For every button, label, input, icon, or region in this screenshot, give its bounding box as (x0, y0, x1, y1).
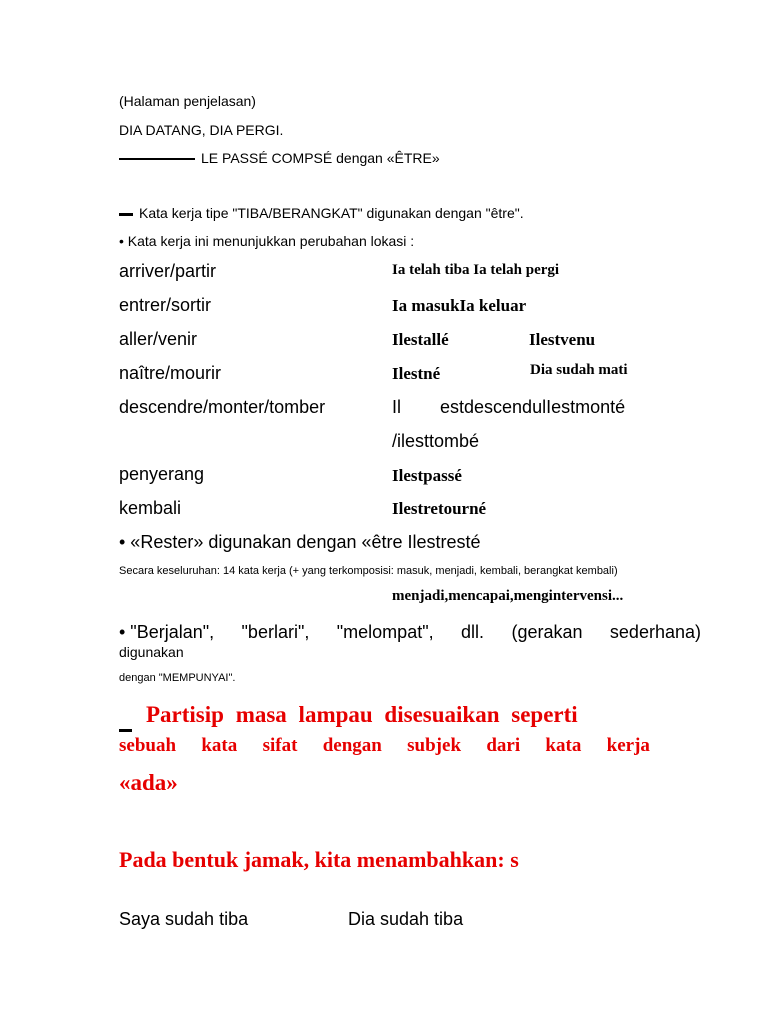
agreement-word: kerja (606, 735, 650, 756)
verb-2: aller/venir (119, 329, 198, 349)
agreement-line-1: Partisip masa lampau disesuaikan seperti (146, 702, 578, 727)
avoir-word: "berlari", (241, 622, 310, 642)
meaning-0: Ia telah tiba Ia telah pergi (392, 262, 560, 278)
meaning-4b: estdescendulIestmonté (440, 397, 626, 417)
agreement-word: dengan (322, 735, 382, 756)
dash-bullet-icon (119, 729, 132, 732)
meaning-6: Ilestretourné (392, 499, 487, 518)
compound-verbs: menjadi,mencapai,mengintervensi... (392, 588, 624, 604)
verb-6: kembali (119, 498, 182, 518)
avoir-line-1 (119, 622, 701, 643)
meaning-2a: Ilestallé (392, 330, 449, 349)
agreement-word: sifat (262, 735, 298, 756)
meaning-5: Ilestpassé (392, 466, 462, 485)
avoir-word: (gerakan (511, 622, 583, 642)
intro-line-1-row (119, 205, 524, 221)
page-note: (Halaman penjelasan) (119, 93, 256, 109)
avoir-word: "melompat", (336, 622, 434, 642)
agreement-line-3: «ada» (119, 770, 178, 795)
intro-line-1: Kata kerja tipe "TIBA/BERANGKAT" digunakan dengan "être". (139, 205, 524, 221)
avoir-word: sederhana) (609, 622, 701, 642)
example-right: Dia sudah tiba (348, 909, 464, 929)
section-title-row (119, 150, 440, 166)
avoir-line-2: digunakan (119, 644, 184, 660)
agreement-line-1-row (119, 702, 578, 732)
verb-5: penyerang (119, 464, 205, 484)
plural-rule: Pada bentuk jamak, kita menambahkan: s (119, 847, 519, 872)
avoir-word: • "Berjalan", (119, 622, 215, 642)
meaning-1: Ia masukIa keluar (392, 296, 527, 315)
avoir-line-3: dengan "MEMPUNYAI". (119, 672, 236, 684)
section-title: LE PASSÉ COMPSÉ dengan «ÊTRE» (201, 150, 440, 166)
agreement-word: dari (486, 735, 521, 756)
example-left: Saya sudah tiba (119, 909, 249, 929)
verb-3: naître/mourir (119, 363, 222, 383)
agreement-word: subjek (407, 735, 462, 756)
verb-0: arriver/partir (119, 261, 217, 281)
page-subtitle: DIA DATANG, DIA PERGI. (119, 122, 284, 138)
agreement-line-2 (119, 735, 650, 757)
agreement-word: kata (545, 735, 582, 756)
summary-line: Secara keseluruhan: 14 kata kerja (+ yang terkomposisi: masuk, menjadi, kembali, berangkat kembali) (119, 565, 618, 577)
meaning-3a: Ilestné (392, 364, 441, 383)
meaning-3b: Dia sudah mati (530, 362, 628, 378)
verb-1: entrer/sortir (119, 295, 212, 315)
agreement-word: kata (201, 735, 238, 756)
avoir-word: dll. (461, 622, 485, 642)
long-dash-icon (119, 158, 195, 160)
intro-line-2: • Kata kerja ini menunjukkan perubahan lokasi : (119, 233, 415, 249)
agreement-word: sebuah (119, 735, 177, 756)
meaning-4c: /ilesttombé (392, 431, 480, 451)
meaning-4a: Il (392, 397, 401, 417)
rester-line: • «Rester» digunakan dengan «être Ilestresté (119, 532, 481, 552)
dash-bullet-icon (119, 213, 133, 216)
verb-4: descendre/monter/tomber (119, 397, 326, 417)
meaning-2b: Ilestvenu (529, 330, 596, 349)
